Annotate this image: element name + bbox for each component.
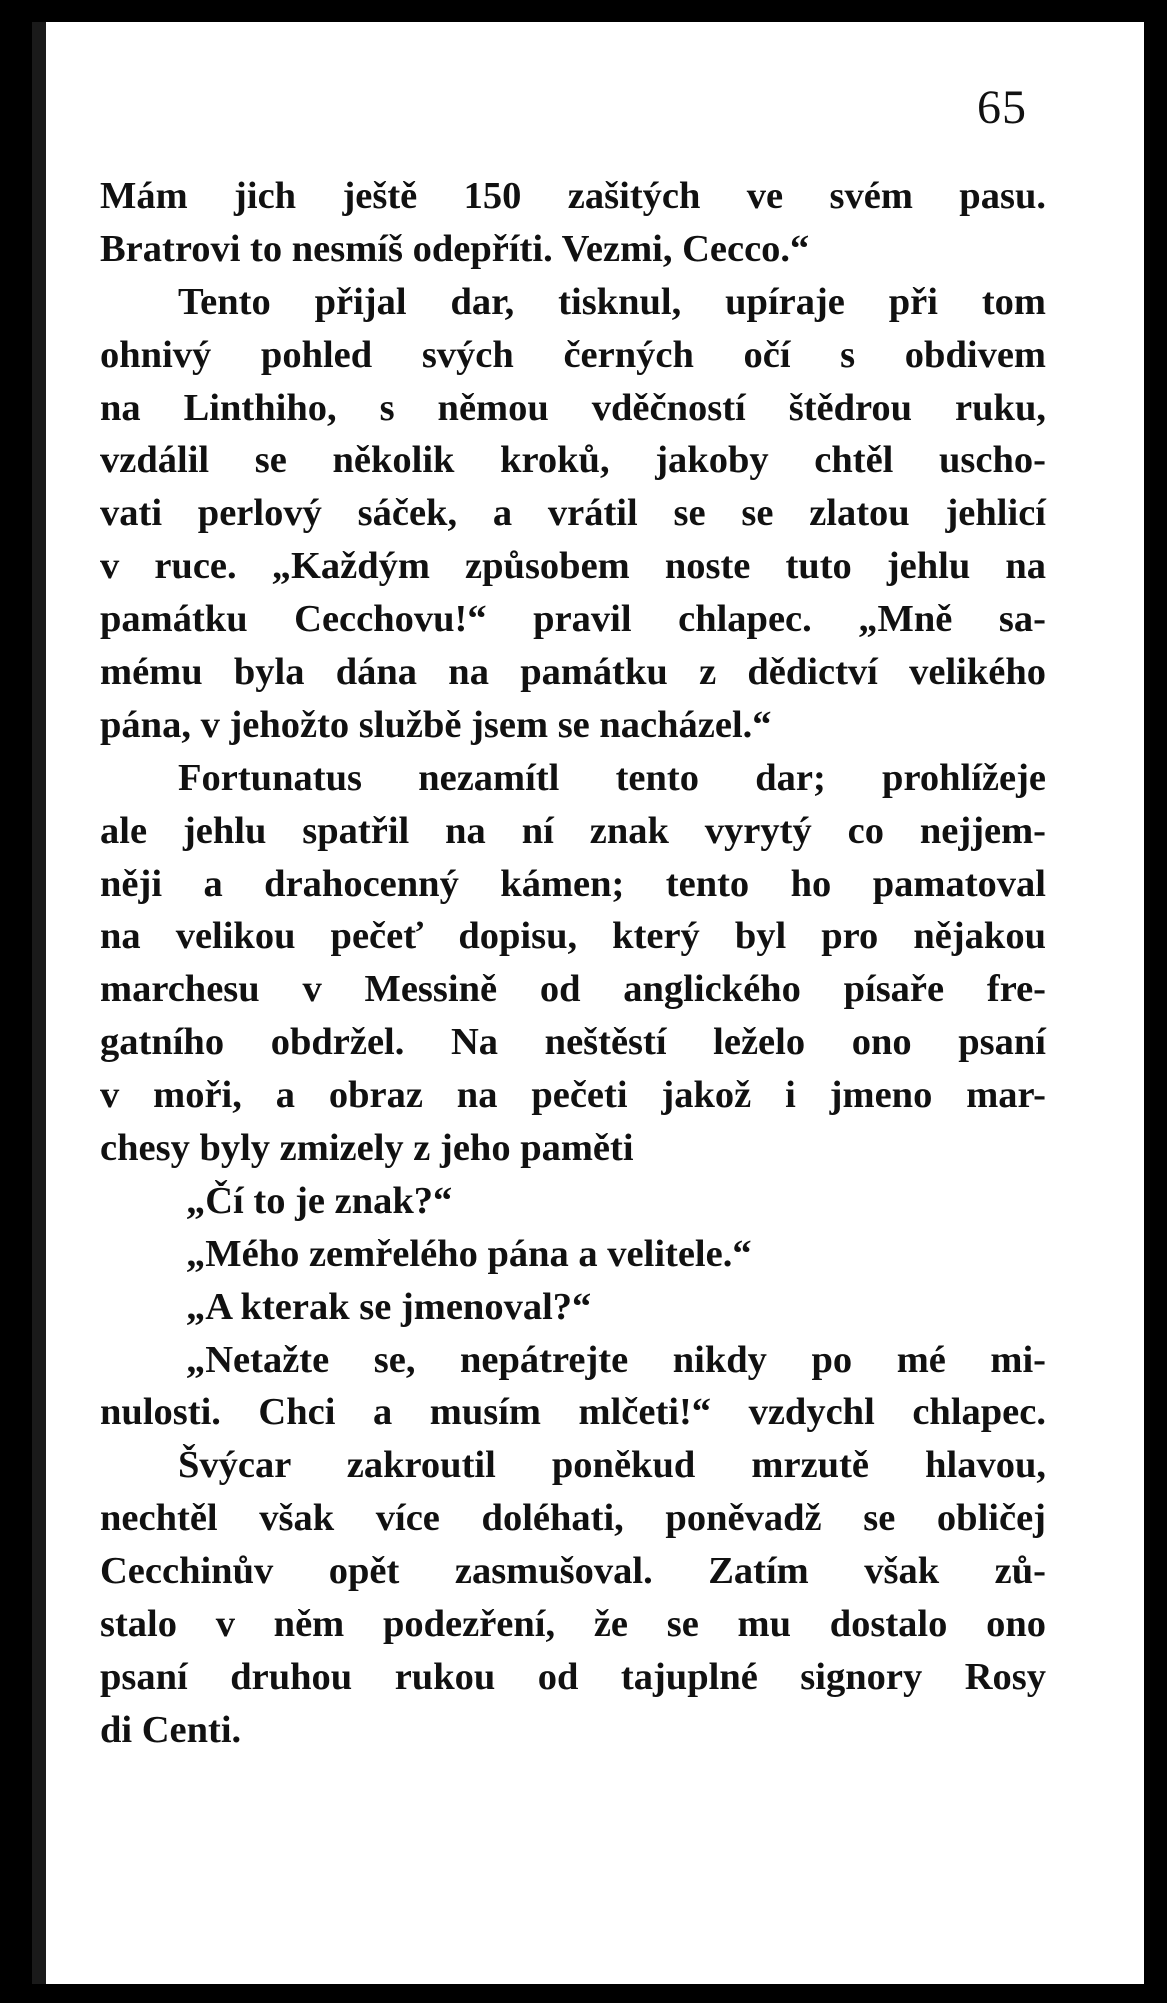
text-line: památku Cecchovu!“ pravil chlapec. „Mně sa- — [100, 598, 1046, 641]
text-line: gatního obdržel. Na neštěstí leželo ono psaní — [100, 1021, 1046, 1064]
text-line: di Centi. — [100, 1708, 242, 1751]
text-line: „Čí to je znak?“ — [186, 1179, 453, 1222]
text-line: něji a drahocenný kámen; tento ho pamatoval — [100, 862, 1046, 905]
text-line: psaní druhou rukou od tajuplné signory Rosy — [100, 1655, 1046, 1698]
text-line: v ruce. „Každým způsobem noste tuto jehlu na — [100, 545, 1046, 588]
text-line: marchesu v Messině od anglického písaře fre- — [100, 968, 1046, 1011]
page-number: 65 — [977, 81, 1027, 134]
text-line: „Mého zemřelého pána a velitele.“ — [186, 1232, 752, 1275]
text-line: „Netažte se, nepátrejte nikdy po mé mi- — [186, 1338, 1046, 1381]
text-line: mému byla dána na památku z dědictví velikého — [100, 651, 1046, 694]
text-line: ohnivý pohled svých černých očí s obdivem — [100, 333, 1046, 376]
book-page — [32, 22, 1144, 1984]
text-line: stalo v něm podezření, že se mu dostalo ono — [100, 1603, 1046, 1646]
text-line: „A kterak se jmenoval?“ — [186, 1285, 592, 1328]
text-line: nulosti. Chci a musím mlčeti!“ vzdychl chlapec. — [100, 1391, 1046, 1434]
text-line: pána, v jehožto službě jsem se nacházel.“ — [100, 703, 772, 746]
text-line: vzdálil se několik kroků, jakoby chtěl uscho- — [100, 439, 1046, 482]
text-line: na Linthiho, s němou vděčností štědrou ruku, — [100, 386, 1046, 429]
text-line: ale jehlu spatřil na ní znak vyrytý co nejjem- — [100, 809, 1046, 852]
text-line: v moři, a obraz na pečeti jakož i jmeno mar- — [100, 1074, 1046, 1117]
text-line: Fortunatus nezamítl tento dar; prohlížeje — [178, 756, 1046, 799]
text-line: Švýcar zakroutil poněkud mrzutě hlavou, — [178, 1444, 1046, 1487]
text-line: Mám jich ještě 150 zašitých ve svém pasu. — [100, 175, 1046, 217]
body-text — [100, 170, 1046, 1757]
text-line: nechtěl však více doléhati, poněvadž se obličej — [100, 1497, 1046, 1540]
text-line: Bratrovi to nesmíš odepříti. Vezmi, Cecco.“ — [100, 227, 810, 270]
text-line: Tento přijal dar, tisknul, upíraje při tom — [178, 280, 1046, 323]
text-line: Cecchinův opět zasmušoval. Zatím však zů- — [100, 1550, 1046, 1593]
text-line: na velikou pečeť dopisu, který byl pro nějakou — [100, 915, 1046, 958]
text-line: chesy byly zmizely z jeho paměti — [100, 1127, 634, 1170]
text-line: vati perlový sáček, a vrátil se se zlatou jehlicí — [100, 492, 1046, 535]
page-spine-edge — [32, 22, 46, 1984]
